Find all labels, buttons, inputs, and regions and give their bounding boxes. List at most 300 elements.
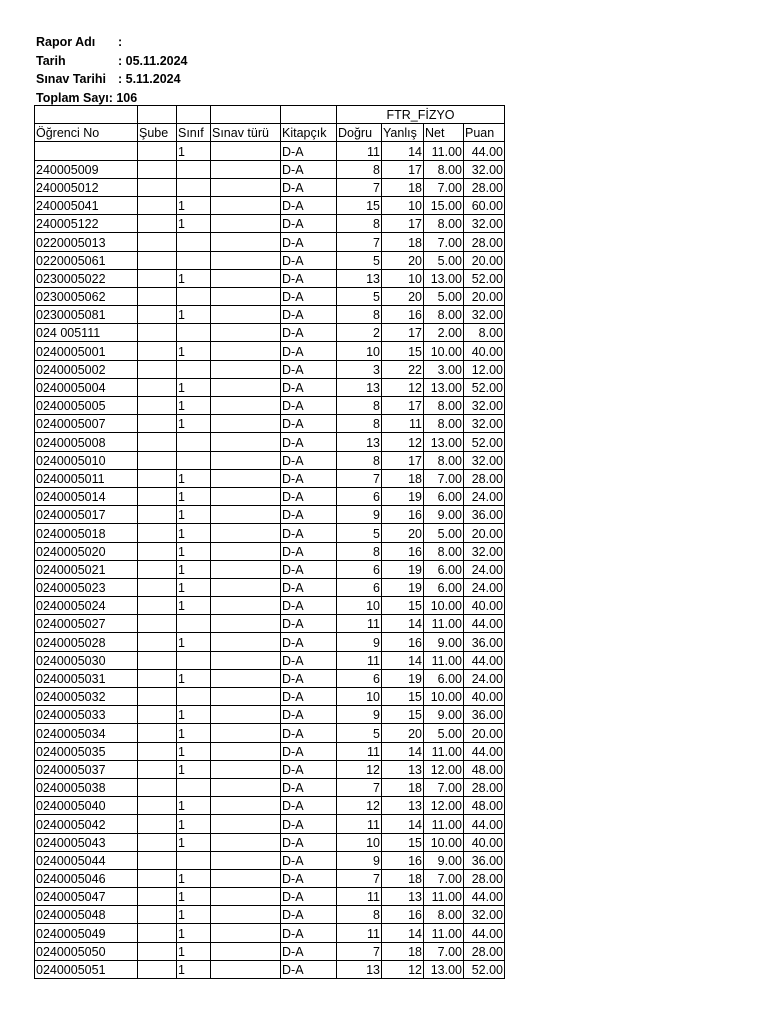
correct-cell: 12 (337, 797, 382, 815)
student-no-cell: 0240005051 (35, 960, 138, 978)
branch-cell (138, 469, 177, 487)
correct-cell: 13 (337, 378, 382, 396)
student-no-cell: 0240005023 (35, 578, 138, 596)
exam-type-cell (211, 597, 281, 615)
booklet-cell: D-A (281, 487, 337, 505)
wrong-cell: 19 (382, 669, 424, 687)
table-row (35, 433, 505, 451)
wrong-cell: 13 (382, 888, 424, 906)
exam-type-cell (211, 742, 281, 760)
student-no-cell: 0220005061 (35, 251, 138, 269)
empty-header-cell (281, 106, 337, 124)
table-row (35, 797, 505, 815)
branch-cell (138, 306, 177, 324)
class-cell (177, 615, 211, 633)
booklet-cell: D-A (281, 178, 337, 196)
class-cell: 1 (177, 342, 211, 360)
exam-type-cell (211, 542, 281, 560)
table-row (35, 851, 505, 869)
wrong-cell: 14 (382, 924, 424, 942)
net-cell: 10.00 (424, 597, 464, 615)
report-name-value: : (118, 35, 123, 49)
wrong-cell: 14 (382, 742, 424, 760)
exam-type-cell (211, 324, 281, 342)
correct-cell: 9 (337, 851, 382, 869)
branch-cell (138, 342, 177, 360)
net-cell: 9.00 (424, 706, 464, 724)
score-cell: 36.00 (464, 706, 505, 724)
class-cell: 1 (177, 506, 211, 524)
exam-type-cell (211, 524, 281, 542)
score-cell: 52.00 (464, 433, 505, 451)
correct-cell: 8 (337, 451, 382, 469)
table-row (35, 506, 505, 524)
column-header-row (35, 124, 505, 142)
net-cell: 9.00 (424, 506, 464, 524)
student-no-cell: 0240005037 (35, 760, 138, 778)
exam-type-cell (211, 451, 281, 469)
net-cell: 7.00 (424, 469, 464, 487)
wrong-cell: 20 (382, 724, 424, 742)
exam-type-cell (211, 960, 281, 978)
correct-cell: 8 (337, 415, 382, 433)
correct-cell: 10 (337, 833, 382, 851)
table-row (35, 269, 505, 287)
correct-cell: 10 (337, 597, 382, 615)
class-cell (177, 324, 211, 342)
score-cell: 52.00 (464, 960, 505, 978)
booklet-cell: D-A (281, 342, 337, 360)
class-cell: 1 (177, 633, 211, 651)
student-no-cell: 0240005035 (35, 742, 138, 760)
booklet-cell: D-A (281, 706, 337, 724)
booklet-cell: D-A (281, 615, 337, 633)
score-cell: 40.00 (464, 342, 505, 360)
student-no-cell: 0240005008 (35, 433, 138, 451)
score-cell: 36.00 (464, 851, 505, 869)
table-row (35, 651, 505, 669)
correct-cell: 8 (337, 306, 382, 324)
correct-cell: 9 (337, 506, 382, 524)
branch-cell (138, 833, 177, 851)
student-no-cell: 0230005022 (35, 269, 138, 287)
report-name-row (36, 33, 188, 52)
student-no-cell: 0230005081 (35, 306, 138, 324)
correct-cell: 3 (337, 360, 382, 378)
correct-cell: 12 (337, 760, 382, 778)
booklet-cell: D-A (281, 560, 337, 578)
booklet-cell: D-A (281, 797, 337, 815)
wrong-cell: 18 (382, 233, 424, 251)
booklet-cell: D-A (281, 669, 337, 687)
student-no-cell: 0240005047 (35, 888, 138, 906)
correct-cell: 9 (337, 706, 382, 724)
booklet-cell: D-A (281, 378, 337, 396)
student-no-cell: 0240005034 (35, 724, 138, 742)
wrong-cell: 18 (382, 869, 424, 887)
table-row (35, 487, 505, 505)
exam-type-cell (211, 251, 281, 269)
wrong-cell: 16 (382, 306, 424, 324)
branch-cell (138, 324, 177, 342)
score-cell: 36.00 (464, 506, 505, 524)
net-cell: 13.00 (424, 269, 464, 287)
exam-type-cell (211, 233, 281, 251)
empty-header-cell (138, 106, 177, 124)
correct-cell: 13 (337, 433, 382, 451)
table-row (35, 415, 505, 433)
empty-header-cell (177, 106, 211, 124)
wrong-cell: 13 (382, 760, 424, 778)
student-no-cell: 0240005033 (35, 706, 138, 724)
net-cell: 10.00 (424, 688, 464, 706)
student-no-cell: 0240005014 (35, 487, 138, 505)
booklet-cell: D-A (281, 869, 337, 887)
branch-cell (138, 287, 177, 305)
booklet-cell: D-A (281, 651, 337, 669)
branch-cell (138, 433, 177, 451)
net-cell: 12.00 (424, 760, 464, 778)
wrong-cell: 18 (382, 178, 424, 196)
class-cell (177, 451, 211, 469)
score-cell: 44.00 (464, 924, 505, 942)
student-no-cell: 0240005049 (35, 924, 138, 942)
net-cell: 6.00 (424, 560, 464, 578)
booklet-cell: D-A (281, 397, 337, 415)
student-no-cell: 0240005027 (35, 615, 138, 633)
table-row (35, 742, 505, 760)
exam-type-cell (211, 142, 281, 160)
booklet-cell: D-A (281, 287, 337, 305)
correct-cell: 7 (337, 178, 382, 196)
table-row (35, 542, 505, 560)
table-row (35, 724, 505, 742)
score-cell: 28.00 (464, 178, 505, 196)
results-table (34, 105, 505, 979)
table-row (35, 960, 505, 978)
empty-header-cell (35, 106, 138, 124)
score-cell: 40.00 (464, 688, 505, 706)
net-cell: 10.00 (424, 342, 464, 360)
net-cell: 11.00 (424, 651, 464, 669)
total-count-value: : 106 (108, 90, 138, 105)
class-cell: 1 (177, 869, 211, 887)
exam-type-cell (211, 578, 281, 596)
net-cell: 8.00 (424, 306, 464, 324)
class-cell: 1 (177, 724, 211, 742)
wrong-cell: 14 (382, 651, 424, 669)
score-cell: 24.00 (464, 669, 505, 687)
student-no-cell: 0240005001 (35, 342, 138, 360)
score-cell: 48.00 (464, 760, 505, 778)
class-cell: 1 (177, 742, 211, 760)
student-no-cell: 0240005011 (35, 469, 138, 487)
exam-type-cell (211, 415, 281, 433)
wrong-cell: 18 (382, 778, 424, 796)
class-cell (177, 251, 211, 269)
wrong-cell: 20 (382, 524, 424, 542)
branch-cell (138, 797, 177, 815)
class-cell: 1 (177, 196, 211, 214)
student-no-cell: 0240005042 (35, 815, 138, 833)
booklet-cell: D-A (281, 778, 337, 796)
student-no-cell: 0240005048 (35, 906, 138, 924)
branch-cell (138, 651, 177, 669)
net-cell: 13.00 (424, 960, 464, 978)
student-no-cell: 0240005017 (35, 506, 138, 524)
student-no-cell: 0240005005 (35, 397, 138, 415)
wrong-cell: 18 (382, 469, 424, 487)
score-cell: 52.00 (464, 378, 505, 396)
exam-type-cell (211, 869, 281, 887)
score-cell: 44.00 (464, 815, 505, 833)
net-cell: 8.00 (424, 451, 464, 469)
net-cell: 5.00 (424, 287, 464, 305)
exam-date-row (36, 70, 188, 89)
net-cell: 10.00 (424, 833, 464, 851)
table-row (35, 615, 505, 633)
branch-cell (138, 415, 177, 433)
correct-cell: 10 (337, 688, 382, 706)
booklet-cell: D-A (281, 269, 337, 287)
class-cell: 1 (177, 906, 211, 924)
branch-cell (138, 888, 177, 906)
wrong-cell: 12 (382, 378, 424, 396)
table-row (35, 906, 505, 924)
wrong-cell: 20 (382, 251, 424, 269)
student-no-cell: 0240005030 (35, 651, 138, 669)
table-row (35, 869, 505, 887)
score-cell: 28.00 (464, 233, 505, 251)
net-cell: 8.00 (424, 215, 464, 233)
wrong-cell: 14 (382, 615, 424, 633)
score-cell: 48.00 (464, 797, 505, 815)
correct-cell: 6 (337, 669, 382, 687)
branch-cell (138, 215, 177, 233)
exam-type-cell (211, 669, 281, 687)
branch-cell (138, 269, 177, 287)
booklet-cell: D-A (281, 451, 337, 469)
branch-cell (138, 597, 177, 615)
booklet-cell: D-A (281, 833, 337, 851)
student-no-cell: 0220005013 (35, 233, 138, 251)
table-row (35, 669, 505, 687)
correct-cell: 6 (337, 578, 382, 596)
exam-type-cell (211, 196, 281, 214)
wrong-cell: 15 (382, 688, 424, 706)
exam-type-cell (211, 851, 281, 869)
class-cell (177, 178, 211, 196)
score-cell: 40.00 (464, 833, 505, 851)
exam-type-cell (211, 924, 281, 942)
wrong-cell: 17 (382, 160, 424, 178)
booklet-cell: D-A (281, 906, 337, 924)
student-no-cell: 0240005050 (35, 942, 138, 960)
exam-type-cell (211, 215, 281, 233)
table-row (35, 888, 505, 906)
net-cell: 8.00 (424, 397, 464, 415)
branch-cell (138, 688, 177, 706)
wrong-cell: 15 (382, 706, 424, 724)
score-cell: 28.00 (464, 778, 505, 796)
score-cell: 32.00 (464, 160, 505, 178)
branch-cell (138, 506, 177, 524)
correct-cell: 8 (337, 906, 382, 924)
report-date-label: Tarih (36, 53, 66, 68)
branch-cell (138, 160, 177, 178)
class-cell (177, 160, 211, 178)
net-cell: 7.00 (424, 778, 464, 796)
exam-type-cell (211, 287, 281, 305)
booklet-cell: D-A (281, 942, 337, 960)
column-header-branch: Şube (138, 124, 177, 142)
wrong-cell: 22 (382, 360, 424, 378)
column-header-exam-type: Sınav türü (211, 124, 281, 142)
correct-cell: 7 (337, 778, 382, 796)
branch-cell (138, 815, 177, 833)
correct-cell: 5 (337, 724, 382, 742)
report-header (36, 33, 188, 107)
net-cell: 6.00 (424, 487, 464, 505)
table-row (35, 942, 505, 960)
branch-cell (138, 397, 177, 415)
exam-type-cell (211, 342, 281, 360)
table-row (35, 306, 505, 324)
wrong-cell: 10 (382, 269, 424, 287)
score-cell: 20.00 (464, 287, 505, 305)
score-cell: 32.00 (464, 415, 505, 433)
correct-cell: 13 (337, 269, 382, 287)
correct-cell: 8 (337, 542, 382, 560)
correct-cell: 9 (337, 633, 382, 651)
class-cell (177, 233, 211, 251)
student-no-cell: 024 005111 (35, 324, 138, 342)
correct-cell: 7 (337, 869, 382, 887)
table-row (35, 196, 505, 214)
wrong-cell: 20 (382, 287, 424, 305)
exam-type-cell (211, 469, 281, 487)
class-cell (177, 688, 211, 706)
booklet-cell: D-A (281, 160, 337, 178)
class-cell (177, 651, 211, 669)
class-cell: 1 (177, 524, 211, 542)
net-cell: 2.00 (424, 324, 464, 342)
table-body (35, 142, 505, 979)
correct-cell: 8 (337, 397, 382, 415)
branch-cell (138, 142, 177, 160)
student-no-cell: 0240005046 (35, 869, 138, 887)
score-cell: 60.00 (464, 196, 505, 214)
booklet-cell: D-A (281, 142, 337, 160)
exam-type-cell (211, 688, 281, 706)
branch-cell (138, 924, 177, 942)
branch-cell (138, 906, 177, 924)
correct-cell: 11 (337, 815, 382, 833)
booklet-cell: D-A (281, 888, 337, 906)
net-cell: 3.00 (424, 360, 464, 378)
class-cell: 1 (177, 797, 211, 815)
class-cell: 1 (177, 142, 211, 160)
exam-type-cell (211, 433, 281, 451)
branch-cell (138, 378, 177, 396)
table-row (35, 378, 505, 396)
correct-cell: 8 (337, 160, 382, 178)
wrong-cell: 17 (382, 397, 424, 415)
class-cell: 1 (177, 487, 211, 505)
score-cell: 20.00 (464, 724, 505, 742)
booklet-cell: D-A (281, 724, 337, 742)
branch-cell (138, 578, 177, 596)
class-cell (177, 433, 211, 451)
score-cell: 28.00 (464, 869, 505, 887)
booklet-cell: D-A (281, 233, 337, 251)
exam-type-cell (211, 560, 281, 578)
class-cell (177, 778, 211, 796)
student-no-cell: 0240005038 (35, 778, 138, 796)
report-date-row (36, 52, 188, 71)
correct-cell: 11 (337, 142, 382, 160)
table-row (35, 524, 505, 542)
booklet-cell: D-A (281, 960, 337, 978)
table-row (35, 324, 505, 342)
wrong-cell: 19 (382, 578, 424, 596)
student-no-cell: 0240005043 (35, 833, 138, 851)
column-header-net: Net (424, 124, 464, 142)
score-cell: 24.00 (464, 487, 505, 505)
correct-cell: 2 (337, 324, 382, 342)
student-no-cell: 0240005010 (35, 451, 138, 469)
net-cell: 8.00 (424, 906, 464, 924)
score-cell: 44.00 (464, 742, 505, 760)
class-cell: 1 (177, 924, 211, 942)
score-cell: 32.00 (464, 451, 505, 469)
branch-cell (138, 524, 177, 542)
booklet-cell: D-A (281, 688, 337, 706)
net-cell: 6.00 (424, 578, 464, 596)
class-cell (177, 851, 211, 869)
net-cell: 9.00 (424, 851, 464, 869)
student-no-cell: 240005009 (35, 160, 138, 178)
net-cell: 11.00 (424, 888, 464, 906)
class-cell: 1 (177, 306, 211, 324)
table-row (35, 560, 505, 578)
exam-type-cell (211, 360, 281, 378)
branch-cell (138, 960, 177, 978)
net-cell: 8.00 (424, 415, 464, 433)
wrong-cell: 11 (382, 415, 424, 433)
wrong-cell: 17 (382, 451, 424, 469)
branch-cell (138, 724, 177, 742)
wrong-cell: 17 (382, 324, 424, 342)
branch-cell (138, 233, 177, 251)
net-cell: 8.00 (424, 542, 464, 560)
correct-cell: 8 (337, 215, 382, 233)
exam-date-value: : 5.11.2024 (118, 72, 181, 86)
table-row (35, 924, 505, 942)
table-row (35, 597, 505, 615)
score-cell: 32.00 (464, 542, 505, 560)
class-cell: 1 (177, 833, 211, 851)
branch-cell (138, 196, 177, 214)
correct-cell: 11 (337, 924, 382, 942)
correct-cell: 11 (337, 615, 382, 633)
table-row (35, 342, 505, 360)
exam-type-cell (211, 651, 281, 669)
group-header-cell: FTR_FİZYO (337, 106, 505, 124)
correct-cell: 10 (337, 342, 382, 360)
class-cell (177, 287, 211, 305)
booklet-cell: D-A (281, 506, 337, 524)
